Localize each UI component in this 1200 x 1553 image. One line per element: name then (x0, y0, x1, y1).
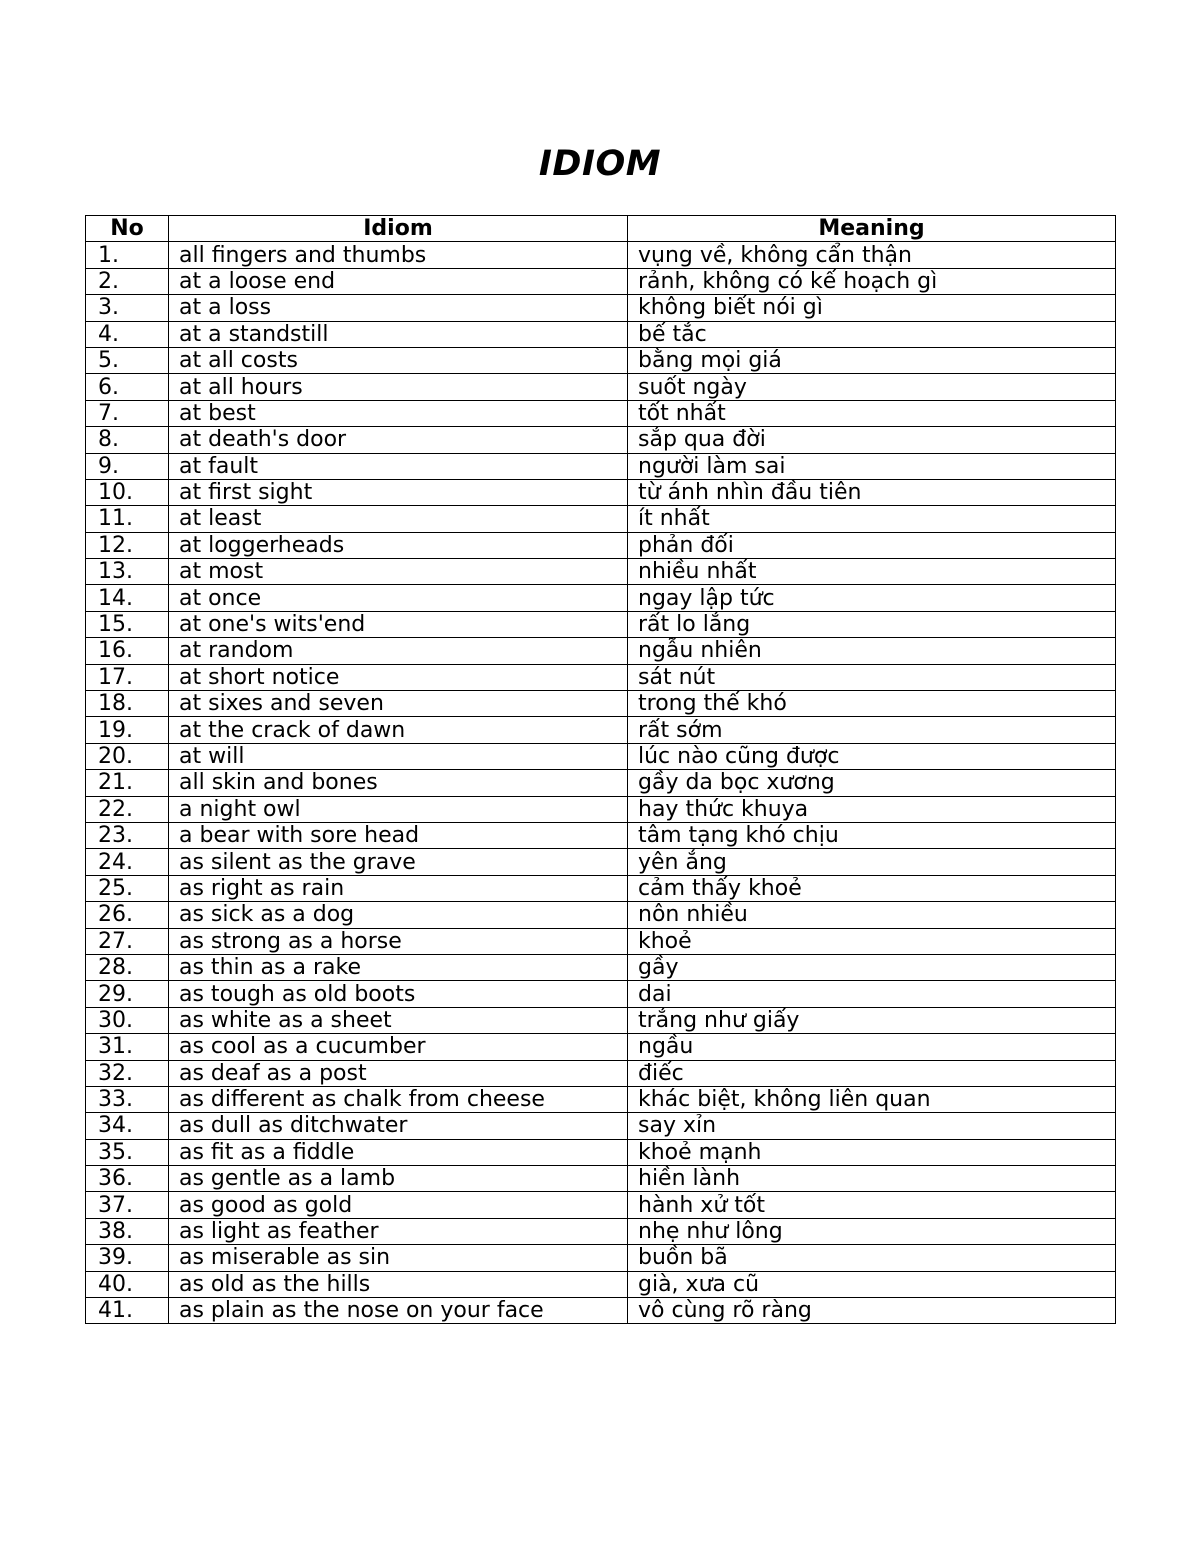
meaning-cell: trong thế khó (628, 691, 1116, 717)
meaning-cell: tâm tạng khó chịu (628, 822, 1116, 848)
table-row (86, 1060, 1116, 1086)
row-number-cell: 39. (86, 1245, 169, 1271)
row-number-cell: 20. (86, 743, 169, 769)
table-row (86, 347, 1116, 373)
meaning-cell: lúc nào cũng được (628, 743, 1116, 769)
row-number-cell: 24. (86, 849, 169, 875)
row-number-cell: 27. (86, 928, 169, 954)
table-row (86, 691, 1116, 717)
meaning-cell: gầy da bọc xương (628, 770, 1116, 796)
row-number-cell: 31. (86, 1034, 169, 1060)
idiom-cell: at random (169, 638, 628, 664)
table-row (86, 427, 1116, 453)
idiom-cell: as different as chalk from cheese (169, 1086, 628, 1112)
row-number-cell: 5. (86, 347, 169, 373)
table-header-row (86, 216, 1116, 242)
idiom-cell: as fit as a fiddle (169, 1139, 628, 1165)
meaning-cell: hiền lành (628, 1166, 1116, 1192)
row-number-cell: 25. (86, 875, 169, 901)
idiom-cell: at short notice (169, 664, 628, 690)
row-number-cell: 21. (86, 770, 169, 796)
row-number-cell: 12. (86, 532, 169, 558)
idiom-cell: at fault (169, 453, 628, 479)
table-row (86, 849, 1116, 875)
row-number-cell: 15. (86, 611, 169, 637)
meaning-cell: vô cùng rõ ràng (628, 1298, 1116, 1324)
row-number-cell: 34. (86, 1113, 169, 1139)
row-number-cell: 19. (86, 717, 169, 743)
table-row (86, 717, 1116, 743)
meaning-cell: ngầu (628, 1034, 1116, 1060)
idiom-cell: as good as gold (169, 1192, 628, 1218)
table-row (86, 611, 1116, 637)
meaning-cell: người làm sai (628, 453, 1116, 479)
row-number-cell: 8. (86, 427, 169, 453)
table-row (86, 532, 1116, 558)
idiom-table (85, 215, 1116, 1324)
table-row (86, 664, 1116, 690)
idiom-cell: as white as a sheet (169, 1007, 628, 1033)
idiom-cell: at best (169, 400, 628, 426)
meaning-cell: suốt ngày (628, 374, 1116, 400)
meaning-cell: bế tắc (628, 321, 1116, 347)
idiom-cell: at death's door (169, 427, 628, 453)
idiom-cell: at loggerheads (169, 532, 628, 558)
table-row (86, 1007, 1116, 1033)
row-number-cell: 17. (86, 664, 169, 690)
row-number-cell: 16. (86, 638, 169, 664)
idiom-cell: at sixes and seven (169, 691, 628, 717)
idiom-cell: as cool as a cucumber (169, 1034, 628, 1060)
table-row (86, 822, 1116, 848)
row-number-cell: 28. (86, 954, 169, 980)
meaning-cell: hay thức khuya (628, 796, 1116, 822)
table-row (86, 374, 1116, 400)
row-number-cell: 14. (86, 585, 169, 611)
idiom-cell: at once (169, 585, 628, 611)
meaning-cell: rảnh, không có kế hoạch gì (628, 268, 1116, 294)
meaning-cell: ngay lập tức (628, 585, 1116, 611)
row-number-cell: 32. (86, 1060, 169, 1086)
table-row (86, 1218, 1116, 1244)
meaning-cell: khoẻ mạnh (628, 1139, 1116, 1165)
idiom-cell: at all costs (169, 347, 628, 373)
row-number-cell: 38. (86, 1218, 169, 1244)
table-row (86, 981, 1116, 1007)
meaning-cell: dai (628, 981, 1116, 1007)
idiom-cell: at all hours (169, 374, 628, 400)
idiom-cell: as sick as a dog (169, 902, 628, 928)
table-row (86, 770, 1116, 796)
table-row (86, 928, 1116, 954)
meaning-cell: bằng mọi giá (628, 347, 1116, 373)
table-row (86, 743, 1116, 769)
idiom-cell: as gentle as a lamb (169, 1166, 628, 1192)
idiom-cell: as thin as a rake (169, 954, 628, 980)
idiom-cell: all fingers and thumbs (169, 242, 628, 268)
meaning-cell: điếc (628, 1060, 1116, 1086)
idiom-cell: at a loss (169, 295, 628, 321)
table-row (86, 1113, 1116, 1139)
meaning-cell: tốt nhất (628, 400, 1116, 426)
row-number-cell: 35. (86, 1139, 169, 1165)
meaning-cell: buồn bã (628, 1245, 1116, 1271)
meaning-cell: sắp qua đời (628, 427, 1116, 453)
table-row (86, 1086, 1116, 1112)
column-header-no: No (86, 216, 169, 242)
meaning-cell: cảm thấy khoẻ (628, 875, 1116, 901)
table-row (86, 902, 1116, 928)
table-row (86, 1166, 1116, 1192)
row-number-cell: 7. (86, 400, 169, 426)
table-row (86, 268, 1116, 294)
idiom-cell: as tough as old boots (169, 981, 628, 1007)
meaning-cell: rất lo lắng (628, 611, 1116, 637)
row-number-cell: 18. (86, 691, 169, 717)
table-row (86, 559, 1116, 585)
row-number-cell: 11. (86, 506, 169, 532)
column-header-idiom: Idiom (169, 216, 628, 242)
table-row (86, 796, 1116, 822)
table-row (86, 1192, 1116, 1218)
meaning-cell: nhiều nhất (628, 559, 1116, 585)
table-row (86, 242, 1116, 268)
table-row (86, 295, 1116, 321)
meaning-cell: không biết nói gì (628, 295, 1116, 321)
meaning-cell: ngẫu nhiên (628, 638, 1116, 664)
meaning-cell: nhẹ như lông (628, 1218, 1116, 1244)
row-number-cell: 4. (86, 321, 169, 347)
idiom-cell: at first sight (169, 479, 628, 505)
idiom-cell: as miserable as sin (169, 1245, 628, 1271)
table-row (86, 585, 1116, 611)
page-title: IDIOM (538, 144, 662, 184)
idiom-cell: as light as feather (169, 1218, 628, 1244)
meaning-cell: hành xử tốt (628, 1192, 1116, 1218)
row-number-cell: 2. (86, 268, 169, 294)
meaning-cell: khoẻ (628, 928, 1116, 954)
row-number-cell: 3. (86, 295, 169, 321)
table-row (86, 453, 1116, 479)
row-number-cell: 29. (86, 981, 169, 1007)
row-number-cell: 37. (86, 1192, 169, 1218)
meaning-cell: gầy (628, 954, 1116, 980)
idiom-cell: as plain as the nose on your face (169, 1298, 628, 1324)
row-number-cell: 26. (86, 902, 169, 928)
table-row (86, 321, 1116, 347)
meaning-cell: say xỉn (628, 1113, 1116, 1139)
idiom-cell: as right as rain (169, 875, 628, 901)
idiom-cell: as silent as the grave (169, 849, 628, 875)
idiom-cell: at will (169, 743, 628, 769)
table-row (86, 875, 1116, 901)
table-row (86, 506, 1116, 532)
meaning-cell: nôn nhiều (628, 902, 1116, 928)
meaning-cell: già, xưa cũ (628, 1271, 1116, 1297)
meaning-cell: phản đối (628, 532, 1116, 558)
table-row (86, 1245, 1116, 1271)
meaning-cell: vụng về, không cẩn thận (628, 242, 1116, 268)
row-number-cell: 33. (86, 1086, 169, 1112)
meaning-cell: sát nút (628, 664, 1116, 690)
meaning-cell: khác biệt, không liên quan (628, 1086, 1116, 1112)
idiom-cell: at most (169, 559, 628, 585)
row-number-cell: 41. (86, 1298, 169, 1324)
meaning-cell: rất sớm (628, 717, 1116, 743)
row-number-cell: 22. (86, 796, 169, 822)
idiom-cell: as deaf as a post (169, 1060, 628, 1086)
row-number-cell: 10. (86, 479, 169, 505)
idiom-cell: at the crack of dawn (169, 717, 628, 743)
table-row (86, 1298, 1116, 1324)
row-number-cell: 23. (86, 822, 169, 848)
idiom-cell: a night owl (169, 796, 628, 822)
idiom-cell: a bear with sore head (169, 822, 628, 848)
row-number-cell: 1. (86, 242, 169, 268)
idiom-cell: as strong as a horse (169, 928, 628, 954)
row-number-cell: 9. (86, 453, 169, 479)
meaning-cell: trắng như giấy (628, 1007, 1116, 1033)
table-row (86, 1034, 1116, 1060)
row-number-cell: 36. (86, 1166, 169, 1192)
column-header-meaning: Meaning (628, 216, 1116, 242)
row-number-cell: 30. (86, 1007, 169, 1033)
table-body (86, 242, 1116, 1324)
table-row (86, 479, 1116, 505)
row-number-cell: 40. (86, 1271, 169, 1297)
table-row (86, 1139, 1116, 1165)
table-row (86, 954, 1116, 980)
idiom-cell: at one's wits'end (169, 611, 628, 637)
meaning-cell: yên ắng (628, 849, 1116, 875)
idiom-cell: at a standstill (169, 321, 628, 347)
idiom-cell: all skin and bones (169, 770, 628, 796)
idiom-cell: at a loose end (169, 268, 628, 294)
table-row (86, 400, 1116, 426)
meaning-cell: ít nhất (628, 506, 1116, 532)
idiom-cell: as dull as ditchwater (169, 1113, 628, 1139)
meaning-cell: từ ánh nhìn đầu tiên (628, 479, 1116, 505)
table-row (86, 638, 1116, 664)
idiom-cell: as old as the hills (169, 1271, 628, 1297)
row-number-cell: 13. (86, 559, 169, 585)
idiom-cell: at least (169, 506, 628, 532)
row-number-cell: 6. (86, 374, 169, 400)
table-row (86, 1271, 1116, 1297)
